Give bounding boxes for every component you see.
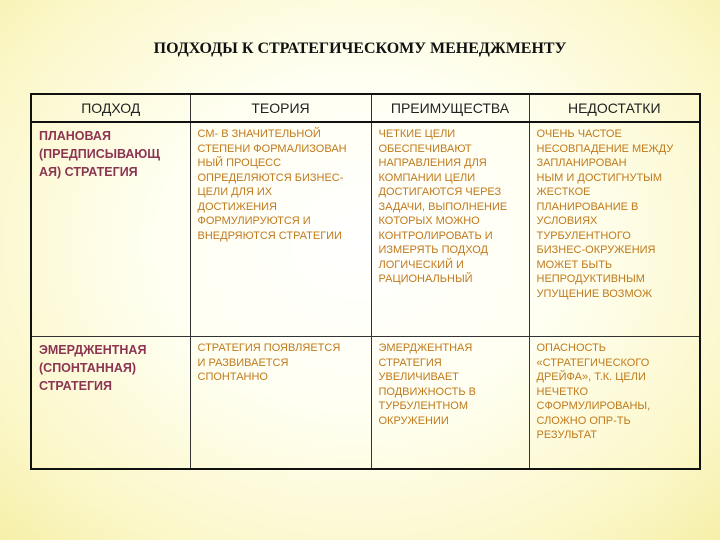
page-title: ПОДХОДЫ К СТРАТЕГИЧЕСКОМУ МЕНЕДЖМЕНТУ <box>153 40 567 57</box>
disadvantages-cell: ОПАСНОСТЬ «СТРАТЕГИЧЕСКОГО ДРЕЙФА», Т.К. ЦЕЛИ НЕЧЕТКО СФОРМУЛИРОВАНЫ, СЛОЖНО ОПР-ТЬ РЕЗУЛЬТАТ <box>529 337 700 470</box>
theory-cell: СТРАТЕГИЯ ПОЯВЛЯЕТСЯ И РАЗВИВАЕТСЯ СПОНТАННО <box>190 337 371 470</box>
table-row <box>31 122 700 337</box>
theory-cell: СМ- В ЗНАЧИТЕЛЬНОЙ СТЕПЕНИ ФОРМАЛИЗОВАН НЫЙ ПРОЦЕСС ОПРЕДЕЛЯЮТСЯ БИЗНЕС- ЦЕЛИ ДЛЯ ИХ ДОСТИЖЕНИЯ ФОРМУЛИРУЮТСЯ И ВНЕДРЯЮТСЯ СТРАТЕГИИ <box>190 122 371 337</box>
disadvantages-cell: ОЧЕНЬ ЧАСТОЕ НЕСОВПАДЕНИЕ МЕЖДУ ЗАПЛАНИРОВАН НЫМ И ДОСТИГНУТЫМ ЖЕСТКОЕ ПЛАНИРОВАНИЕ В УСЛОВИЯХ ТУРБУЛЕНТНОГО БИЗНЕС-ОКРУЖЕНИЯ МОЖЕТ БЫТЬ НЕПРОДУКТИВНЫМ УПУЩЕНИЕ ВОЗМОЖ <box>529 122 700 337</box>
advantages-cell: ЧЕТКИЕ ЦЕЛИ ОБЕСПЕЧИВАЮТ НАПРАВЛЕНИЯ ДЛЯ КОМПАНИИ ЦЕЛИ ДОСТИГАЮТСЯ ЧЕРЕЗ ЗАДАЧИ, ВЫПОЛНЕНИЕ КОТОРЫХ МОЖНО КОНТРОЛИРОВАТЬ И ИЗМЕРЯТЬ ПОДХОД ЛОГИЧЕСКИЙ И РАЦИОНАЛЬНЫЙ <box>371 122 529 337</box>
header-theory: ТЕОРИЯ <box>190 94 371 122</box>
header-advantages: ПРЕИМУЩЕСТВА <box>371 94 529 122</box>
header-approach: ПОДХОД <box>31 94 190 122</box>
table-row <box>31 337 700 470</box>
approach-cell: ПЛАНОВАЯ (ПРЕДПИСЫВАЮЩ АЯ) СТРАТЕГИЯ <box>31 122 190 337</box>
table-header-row <box>31 94 700 122</box>
advantages-cell: ЭМЕРДЖЕНТНАЯ СТРАТЕГИЯ УВЕЛИЧИВАЕТ ПОДВИЖНОСТЬ В ТУРБУЛЕНТНОМ ОКРУЖЕНИИ <box>371 337 529 470</box>
approach-cell: ЭМЕРДЖЕНТНАЯ (СПОНТАННАЯ) СТРАТЕГИЯ <box>31 337 190 470</box>
approaches-table <box>30 93 701 470</box>
header-disadvantages: НЕДОСТАТКИ <box>529 94 700 122</box>
